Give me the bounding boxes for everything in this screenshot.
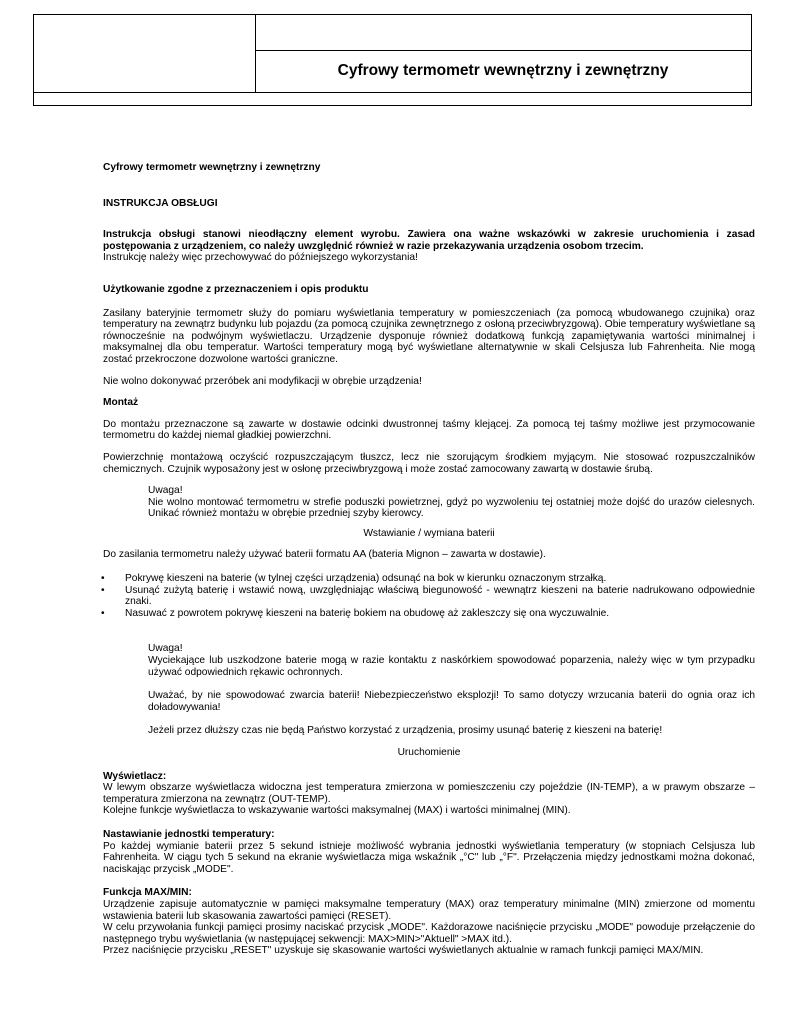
- battery-paragraph: Do zasilania termometru należy używać baterii formatu AA (bateria Mignon – zawarta w dostawie).: [103, 549, 546, 561]
- battery-heading: Wstawianie / wymiana baterii: [363, 527, 495, 539]
- header-title: Cyfrowy termometr wewnętrzny i zewnętrzny: [337, 62, 669, 80]
- usage-paragraph-1: Zasilany bateryjnie termometr służy do pomiaru wyświetlania temperatury w pomieszczeniach (za pomocą wbudowanego czujnika) oraz temperatury na zewnątrz budynku lub pojazdu (za pomocą czujnika zewnętrznego z osłoną przeciwbryzgową). Obie temperatury wyświetlane są równocześnie na podwójnym wyświetlaczu. Urządzenie dysponuje również dodatkową funkcją zapamiętywania wartości minimalnej i maksymalnej dla obu temperatur. Wartości temperatury mogą być wyświetlane alternatywnie w skali Celsjusza lub Fahrenheita. Nie mogą zostać przekroczone dozwolone wartości graniczne.: [103, 307, 755, 365]
- display-paragraph-1: W lewym obszarze wyświetlacza widoczna jest temperatura zmierzona w pomieszczeniu czy pojeździe (IN-TEMP), a w prawym obszarze – temperatura zmierzona na zewnątrz (OUT-TEMP).: [103, 782, 755, 805]
- unit-paragraph: Po każdej wymianie baterii przez 5 sekund istnieje możliwość wybrania jednostki wyświetlania temperatury (w stopniach Celsjusza lub Fahrenheita. W ciągu tych 5 sekund na ekranie wyświetlacza miga wskaźnik „°C" lub „°F". Przełączenia między jednostkami można dokonać, naciskając przycisk „MODE".: [103, 840, 755, 875]
- battery-steps-list: [103, 573, 755, 619]
- warning-short-circuit: Uważać, by nie spowodować zwarcia baterii! Niebezpieczeństwo eksplozji! To samo dotyczy wrzucania baterii do ognia oraz ich doładowywania!: [148, 690, 755, 713]
- display-paragraph-2: Kolejne funkcje wyświetlacza to wskazywanie wartości maksymalnej (MAX) i wartości minimalnej (MIN).: [103, 805, 571, 817]
- unit-heading: Nastawianie jednostki temperatury:: [103, 828, 275, 840]
- list-item: • Pokrywę kieszeni na baterie (w tylnej części urządzenia) odsunąć na bok w kierunku oznaczonym strzałką.: [103, 573, 755, 585]
- header-bottom-row: [34, 92, 751, 107]
- display-heading: Wyświetlacz:: [103, 770, 167, 782]
- intro-bold-paragraph: Instrukcja obsługi stanowi nieodłączny element wyrobu. Zawiera ona ważne wskazówki w zakresie uruchomienia i zasad postępowania z urządzeniem, co należy uwzględnić również w razie przekazywania urządzenia osobom trzecim.: [103, 229, 755, 252]
- mount-paragraph-2: Powierzchnię montażową oczyścić rozpuszczającym tłuszcz, lecz nie szorującym środkiem myjącym. Nie stosować rozpuszczalników chemicznych. Czujnik wyposażony jest w osłonę przeciwbryzgową i może zostać zamocowany zawartą w dostawie śrubą.: [103, 451, 755, 475]
- header-top-cell: [255, 15, 751, 51]
- list-item: • Usunąć zużytą baterię i wstawić nową, uwzględniając właściwą biegunowość - wewnątrz kieszeni na baterie nadrukowano odpowiednie znaki.: [103, 585, 755, 608]
- warning-text: Wyciekające lub uszkodzone baterie mogą w razie kontaktu z naskórkiem spowodować poparzenia, należy więc w tym przypadku używać odpowiednich rękawic ochronnych.: [148, 655, 755, 678]
- header-logo-cell: [34, 15, 256, 92]
- minmax-paragraph-2: W celu przywołania funkcji pamięci prosimy naciskać przycisk „MODE". Każdorazowe naciśnięcie przycisku „MODE" powoduje przełączenie do następnego trybu wyświetlania (w następującej sekwencji: MAX>MIN>"Aktuell" >MAX itd.).: [103, 922, 755, 945]
- doc-title: Cyfrowy termometr wewnętrzny i zewnętrzny: [103, 162, 321, 173]
- instructions-heading: INSTRUKCJA OBSŁUGI: [103, 197, 218, 209]
- warning-remove-battery: Jeżeli przez dłuższy czas nie będą Państwo korzystać z urządzenia, prosimy usunąć baterię z kieszeni na baterię!: [148, 725, 663, 737]
- warning-title: Uwaga!: [148, 643, 183, 655]
- warning-block-battery: [103, 643, 755, 737]
- mount-heading: Montaż: [103, 397, 139, 409]
- warning-title: Uwaga!: [148, 485, 183, 497]
- document-body: [103, 162, 755, 957]
- mount-paragraph-1: Do montażu przeznaczone są zawarte w dostawie odcinki dwustronnej taśmy klejącej. Za pomocą tej taśmy możliwe jest przymocowanie termometru do każdej niemal gładkiej powierzchni.: [103, 418, 755, 442]
- warning-block-mount: [103, 485, 755, 520]
- minmax-heading: Funkcja MAX/MIN:: [103, 887, 192, 899]
- warning-text: Nie wolno montować termometru w strefie poduszki powietrznej, gdyż po wyzwoleniu tej ostatniej może dojść do urazów cielesnych. Unikać również montażu w obrębie przedniej szyby kierowcy.: [148, 496, 755, 520]
- intro-paragraph: Instrukcję należy więc przechowywać do późniejszego wykorzystania!: [103, 252, 418, 264]
- startup-heading: Uruchomienie: [397, 747, 461, 758]
- minmax-paragraph-1: Urządzenie zapisuje automatycznie w pamięci maksymalne temperatury (MAX) oraz temperatury minimalne (MIN) zmierzone od momentu wstawienia baterii lub skasowania zawartości pamięci (RESET).: [103, 898, 755, 922]
- usage-heading: Użytkowanie zgodne z przeznaczeniem i opis produktu: [103, 283, 369, 295]
- minmax-paragraph-3: Przez naciśnięcie przycisku „RESET" uzyskuje się skasowanie wartości wyświetlanych aktualnie w ramach funkcji pamięci MAX/MIN.: [103, 945, 704, 957]
- document-header-table: [33, 14, 752, 106]
- usage-paragraph-2: Nie wolno dokonywać przeróbek ani modyfikacji w obrębie urządzenia!: [103, 375, 422, 387]
- list-item: • Nasuwać z powrotem pokrywę kieszeni na baterię bokiem na obudowę aż zakleszczy się ona wyczuwalnie.: [103, 608, 755, 620]
